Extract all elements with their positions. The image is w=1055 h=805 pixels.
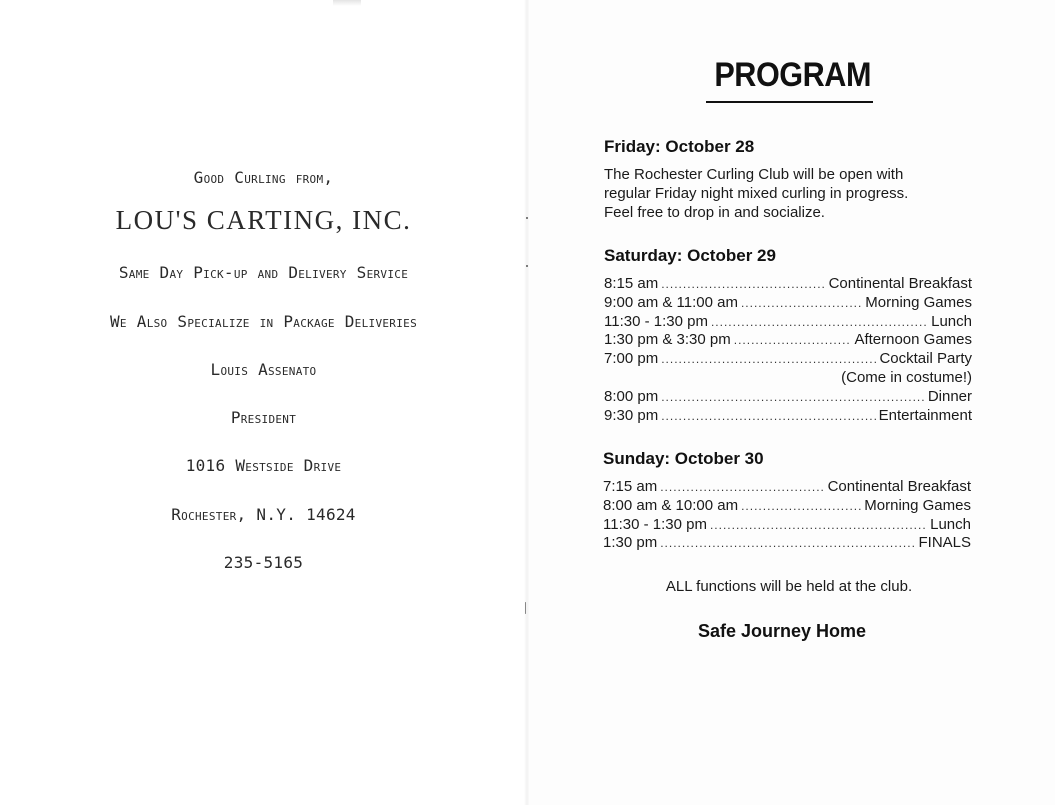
program-title: PROGRAM: [714, 56, 872, 94]
dot-leader: [660, 480, 824, 494]
schedule-time: 7:00 pm: [604, 350, 659, 368]
schedule-event: Morning Games: [864, 496, 971, 514]
ad-contact-title: President: [230, 408, 297, 427]
scan-speck: [525, 602, 526, 614]
page-fold: [524, 0, 530, 805]
friday-line: The Rochester Curling Club will be open with: [604, 166, 904, 183]
friday-line: regular Friday night mixed curling in progress.: [604, 185, 909, 202]
dot-leader: [661, 352, 876, 366]
schedule-event: Dinner: [927, 387, 972, 405]
ad-phone: 235-5165: [223, 553, 304, 572]
sunday-heading: Sunday: October 30: [603, 449, 764, 468]
schedule-row: [604, 350, 972, 369]
ad-specialty: We Also Specialize in Package Deliveries: [109, 312, 417, 331]
schedule-row: [604, 331, 972, 350]
sunday-schedule: [603, 478, 971, 553]
schedule-event: Continental Breakfast: [827, 478, 971, 495]
schedule-event: Lunch: [930, 515, 971, 533]
title-underline: [706, 101, 873, 103]
schedule-time: 8:15 am: [604, 275, 659, 292]
ad-street-address: 1016 Westside Drive: [185, 456, 342, 475]
schedule-event: Continental Breakfast: [828, 275, 972, 292]
ad-service: Same Day Pick-up and Delivery Service: [118, 263, 409, 282]
schedule-row: [603, 516, 971, 535]
dot-leader: [661, 390, 925, 404]
schedule-event: Entertainment: [878, 406, 972, 424]
schedule-event: Morning Games: [865, 293, 972, 311]
schedule-time: 8:00 am & 10:00 am: [603, 496, 739, 514]
schedule-time: 11:30 - 1:30 pm: [603, 515, 707, 533]
dot-leader: [660, 536, 915, 550]
dot-leader: [711, 315, 928, 329]
saturday-schedule: [604, 275, 972, 425]
schedule-event: Lunch: [931, 312, 972, 330]
venue-note: ALL functions will be held at the club.: [665, 578, 913, 595]
schedule-time: 7:15 am: [603, 478, 658, 495]
closing-message: Safe Journey Home: [697, 621, 867, 641]
saturday-heading: Saturday: October 29: [604, 246, 776, 265]
ad-contact-name: Louis Assenato: [210, 360, 317, 379]
dot-leader: [710, 518, 927, 532]
schedule-time: 1:30 pm & 3:30 pm: [604, 331, 731, 349]
schedule-time: 9:30 pm: [604, 406, 659, 424]
left-page-advertisement: [0, 0, 527, 805]
schedule-event: Cocktail Party: [879, 350, 972, 368]
ad-company-name: LOU'S CARTING, INC.: [115, 205, 412, 235]
schedule-time: 11:30 - 1:30 pm: [604, 312, 708, 330]
ad-city-address: Rochester, N.Y. 14624: [171, 505, 356, 524]
schedule-time: 9:00 am & 11:00 am: [604, 293, 738, 311]
friday-line: Feel free to drop in and socialize.: [604, 204, 825, 221]
dot-leader: [734, 333, 852, 347]
dot-leader: [661, 277, 825, 291]
friday-heading: Friday: October 28: [604, 137, 755, 156]
schedule-row: [603, 534, 971, 553]
schedule-time: 1:30 pm: [603, 534, 658, 552]
schedule-row: [603, 497, 971, 516]
schedule-event: FINALS: [918, 534, 971, 552]
schedule-row: [604, 275, 972, 294]
schedule-row: [604, 313, 972, 332]
costume-note: (Come in costume!): [841, 368, 972, 386]
scan-smudge: [333, 0, 361, 6]
schedule-row: [603, 478, 971, 497]
dot-leader: [741, 296, 862, 310]
schedule-row: [604, 407, 972, 426]
schedule-row: [604, 294, 972, 313]
dot-leader: [661, 409, 875, 423]
schedule-row: [604, 388, 972, 407]
friday-description: [604, 165, 974, 222]
schedule-event: Afternoon Games: [854, 331, 972, 349]
ad-greeting: Good Curling from,: [193, 168, 334, 187]
dot-leader: [741, 499, 861, 513]
schedule-note-row: [604, 369, 972, 388]
schedule-time: 8:00 pm: [604, 387, 659, 405]
